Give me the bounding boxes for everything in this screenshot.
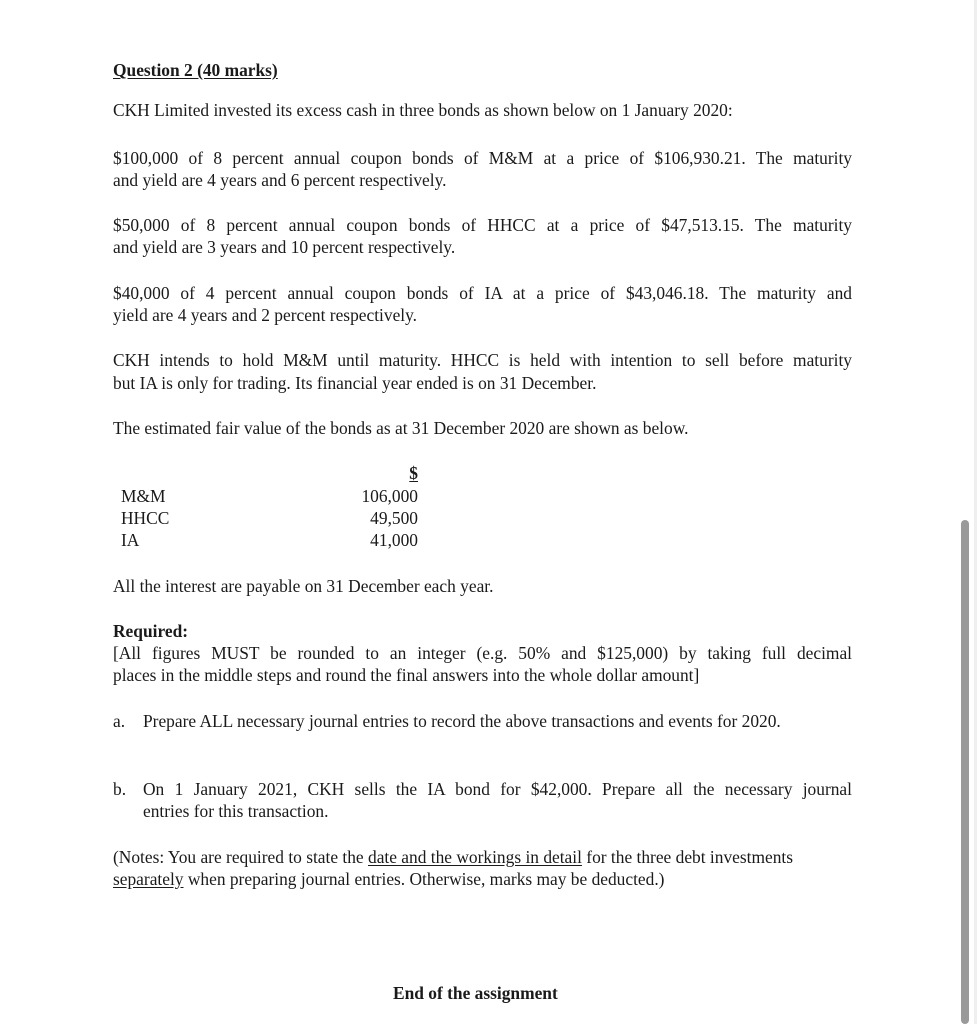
part-b-label: b. [113,779,127,799]
notes-emphasis: separately [113,869,184,889]
currency-header: $ [409,463,418,483]
bond3-line1: $40,000 of 4 percent annual coupon bonds of IA at a price of $43,046.18. The maturity and [113,283,852,303]
table-row-label: M&M [121,486,166,506]
rounding-line2: places in the middle steps and round the final answers into the whole dollar amount] [113,665,700,685]
bond3-line2: yield are 4 years and 2 percent respectively. [113,305,418,325]
question-heading: Question 2 (40 marks) [113,60,278,80]
table-row-label: HHCC [121,508,170,528]
bond1-line2: and yield are 4 years and 6 percent respectively. [113,170,447,190]
part-b-line1: On 1 January 2021, CKH sells the IA bond for $42,000. Prepare all the necessary journal [143,779,852,799]
required-heading: Required: [113,621,189,641]
notes-emphasis: date and the workings in detail [368,847,582,867]
notes-text: when preparing journal entries. Otherwise, marks may be deducted.) [183,869,665,889]
part-a-label: a. [113,711,126,731]
table-row-value: 49,500 [370,508,418,528]
end-of-assignment: End of the assignment [393,983,558,1003]
rounding-line1: [All figures MUST be rounded to an integer (e.g. 50% and $125,000) by taking full decimal [113,643,852,663]
table-row-value: 106,000 [361,486,418,506]
table-row-label: IA [121,530,140,550]
scrollbar-thumb[interactable] [961,520,969,1024]
notes-text: for the three debt investments [581,847,793,867]
notes-text: (Notes: You are required to state the [113,847,368,867]
intent-line1: CKH intends to hold M&M until maturity. HHCC is held with intention to sell before maturity [113,350,852,370]
notes-line2 [113,868,664,890]
interest-note: All the interest are payable on 31 December each year. [113,576,494,596]
bond2-line2: and yield are 3 years and 10 percent respectively. [113,237,456,257]
part-b-line2: entries for this transaction. [143,801,329,821]
fair-value-intro: The estimated fair value of the bonds as at 31 December 2020 are shown as below. [113,418,689,438]
bond2-line1: $50,000 of 8 percent annual coupon bonds of HHCC at a price of $47,513.15. The maturity [113,215,852,235]
part-a-text: Prepare ALL necessary journal entries to record the above transactions and events for 2020. [143,711,781,731]
intro-paragraph: CKH Limited invested its excess cash in three bonds as shown below on 1 January 2020: [113,100,733,120]
notes-line1 [113,846,793,868]
bond1-line1: $100,000 of 8 percent annual coupon bonds of M&M at a price of $106,930.21. The maturity [113,148,852,168]
intent-line2: but IA is only for trading. Its financial year ended is on 31 December. [113,373,597,393]
table-row-value: 41,000 [370,530,418,550]
